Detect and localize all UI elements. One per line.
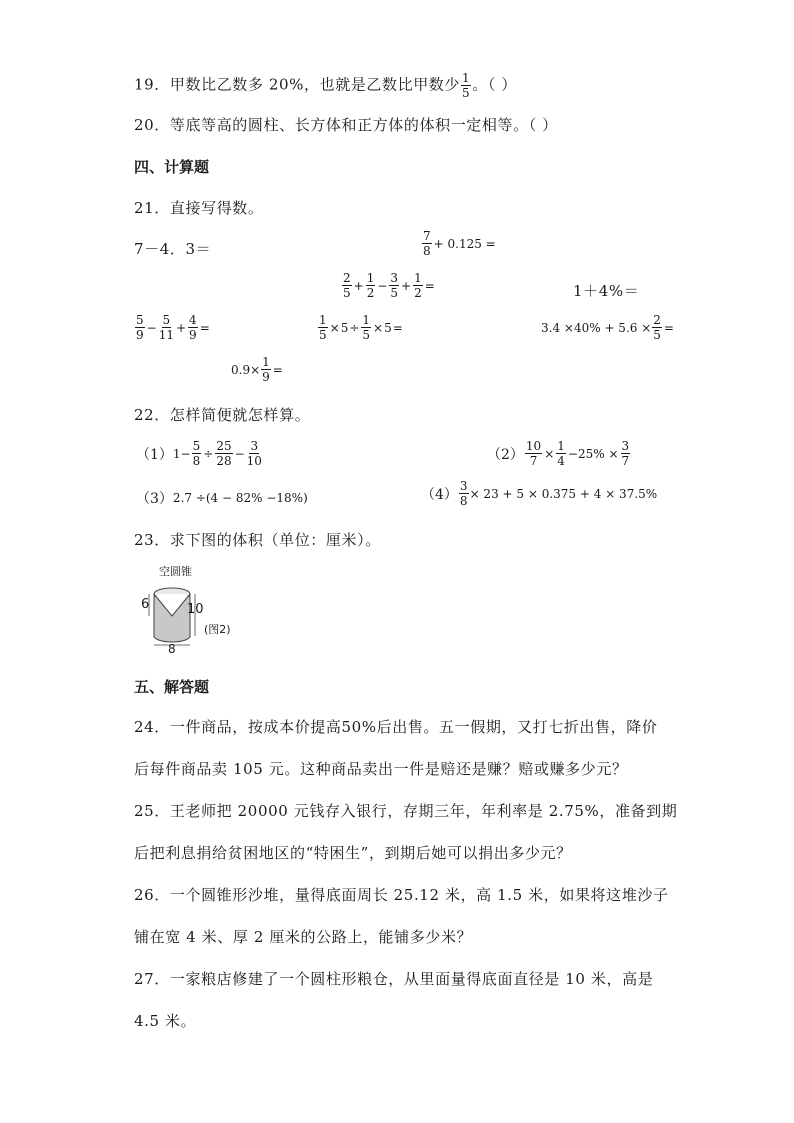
- question-text: 怎样简便就怎样算。: [169, 406, 311, 424]
- calc-item-b: $\frac{7}{8}$ + 0.125 =: [423, 229, 496, 258]
- fraction: $\frac{7}{8}$: [423, 229, 431, 258]
- question-20: [134, 114, 558, 135]
- figure-caption: (图2): [204, 623, 231, 636]
- question-25-line-1: 25．王老师把 20000 元钱存入银行，存期三年，年利率是 2.75%，准备到期: [134, 802, 678, 820]
- calc-item-g: 3.4 ×40% + 5.6 × $\frac{2}{5}$ =: [541, 313, 674, 342]
- question-text: 求下图的体积（单位：厘米）。: [169, 531, 381, 549]
- question-19: [134, 72, 517, 99]
- section-heading-5: 五、解答题: [134, 678, 210, 696]
- calc-item-f: $\frac{1}{5}$ × 5 ÷ $\frac{1}{5}$ × 5 =: [319, 313, 403, 342]
- calc-item-d: 1＋4%＝: [573, 282, 640, 300]
- dim-label-6: 6: [141, 597, 150, 612]
- simplify-item-2: （2） $\frac{10}{7}$ × $\frac{1}{4}$ −25% × $\frac{3}{7}$: [487, 439, 630, 468]
- section-heading-4: 四、计算题: [134, 158, 210, 176]
- question-24-line-2: 后每件商品卖 105 元。这种商品卖出一件是赔还是赚？赔或赚多少元？: [134, 760, 628, 778]
- dim-label-10: 10: [187, 602, 204, 617]
- simplify-item-4: （4） $\frac{3}{8}$ × 23 + 5 × 0.375 + 4 × 37.5%: [421, 479, 658, 508]
- question-number: 20．: [134, 116, 170, 134]
- dim-label-8: 8: [168, 642, 176, 656]
- fraction: $\frac{1}{5}$: [462, 71, 471, 100]
- calc-item-c: $\frac{2}{5}$ + $\frac{1}{2}$ − $\frac{3}{5}$ + $\frac{1}{2}$ =: [343, 271, 435, 300]
- simplify-item-1: （1） 1− $\frac{5}{8}$ ÷ $\frac{25}{28}$ − $\frac{3}{10}$: [136, 439, 262, 468]
- calc-item-e: $\frac{5}{9}$ − $\frac{5}{11}$ + $\frac{4}{9}$ =: [136, 313, 210, 342]
- question-number: 21．: [134, 199, 170, 217]
- question-26-line-2: 铺在宽 4 米、厚 2 厘米的公路上，能铺多少米？: [134, 928, 473, 946]
- question-number: 23．: [134, 531, 170, 549]
- question-26-line-1: 26．一个圆锥形沙堆，量得底面周长 25.12 米，高 1.5 米，如果将这堆沙子: [134, 886, 669, 904]
- question-number: 19．: [134, 75, 170, 94]
- simplify-item-3: （3） 2.7 ÷(4 − 82% −18%): [136, 491, 308, 507]
- question-27-line-1: 27．一家粮店修建了一个圆柱形粮仓，从里面量得底面直径是 10 米，高是: [134, 970, 654, 988]
- question-27-line-2: 4.5 米。: [134, 1012, 197, 1030]
- question-21: [134, 197, 264, 218]
- question-text: 直接写得数。: [169, 199, 264, 217]
- question-22: [134, 404, 310, 425]
- question-25-line-2: 后把利息捐给贫困地区的“特困生”，到期后她可以捐出多少元？: [134, 844, 572, 862]
- question-23: [134, 529, 381, 550]
- question-number: 22．: [134, 406, 170, 424]
- question-text: 甲数比乙数多 20%，也就是乙数比甲数少: [169, 75, 461, 94]
- calc-item-h: 0.9× $\frac{1}{9}$ =: [231, 355, 283, 384]
- figure-title: 空圆锥: [159, 565, 192, 578]
- question-text: 等底等高的圆柱、长方体和正方体的体积一定相等。（ ）: [169, 116, 558, 134]
- calc-item-a: 7－4．3＝: [134, 240, 212, 258]
- answer-paren: 。（ ）: [472, 75, 517, 94]
- cylinder-cone-figure: [140, 562, 250, 658]
- question-24-line-1: 24．一件商品，按成本价提高50%后出售。五一假期，又打七折出售，降价: [134, 718, 658, 736]
